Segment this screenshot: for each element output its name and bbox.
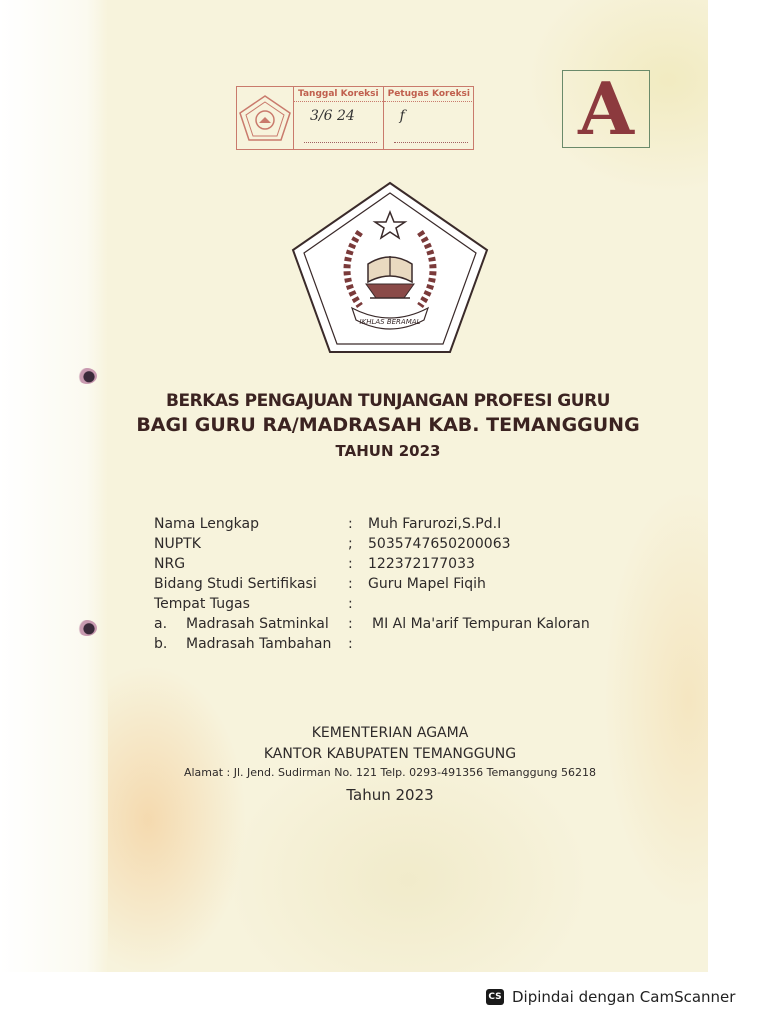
stamp-date-column xyxy=(294,87,384,149)
camscanner-watermark xyxy=(472,982,756,1012)
punch-hole-top xyxy=(77,368,97,384)
stamp-officer-label: Petugas Koreksi xyxy=(384,87,474,102)
stamp-date-value: 3/6 24 xyxy=(310,108,355,124)
footer-year: Tahun 2023 xyxy=(346,786,434,804)
page-title-line2: BAGI GURU RA/MADRASAH KAB. TEMANGGUNG xyxy=(136,414,640,436)
page-title-line1: BERKAS PENGAJUAN TUNJANGAN PROFESI GURU xyxy=(166,391,610,411)
category-letter-box xyxy=(562,66,650,151)
camscanner-text: Dipindai dengan CamScanner xyxy=(512,988,736,1006)
kemenag-emblem-icon xyxy=(290,180,490,356)
page-title-year: TAHUN 2023 xyxy=(335,442,441,460)
stamp-officer-value: f xyxy=(399,108,405,124)
punch-hole-bottom xyxy=(77,620,97,636)
stamp-officer-column xyxy=(384,87,474,149)
camscanner-logo-icon: CS xyxy=(486,989,504,1005)
stamp-date-label: Tanggal Koreksi xyxy=(294,87,383,102)
emblem-motto: IKHLAS BERAMAL xyxy=(359,318,421,326)
scan-left-margin xyxy=(0,0,108,972)
nama-value: Muh Farurozi,S.Pd.I xyxy=(368,516,502,532)
satminkal-value: MI Al Ma'arif Tempuran Kaloran xyxy=(372,616,590,632)
nuptk-value: 5035747650200063 xyxy=(368,536,511,552)
correction-stamp xyxy=(236,86,474,150)
stamp-seal-icon xyxy=(237,87,294,149)
bidang-value: Guru Mapel Fiqih xyxy=(368,576,486,592)
nrg-value: 122372177033 xyxy=(368,556,475,572)
category-letter: A xyxy=(578,66,634,151)
footer-ministry: KEMENTERIAN AGAMA xyxy=(311,725,469,741)
footer-address: Alamat : Jl. Jend. Sudirman No. 121 Telp. 0293-491356 Temanggung 56218 xyxy=(183,766,597,779)
footer-office: KANTOR KABUPATEN TEMANGGUNG xyxy=(263,746,517,762)
